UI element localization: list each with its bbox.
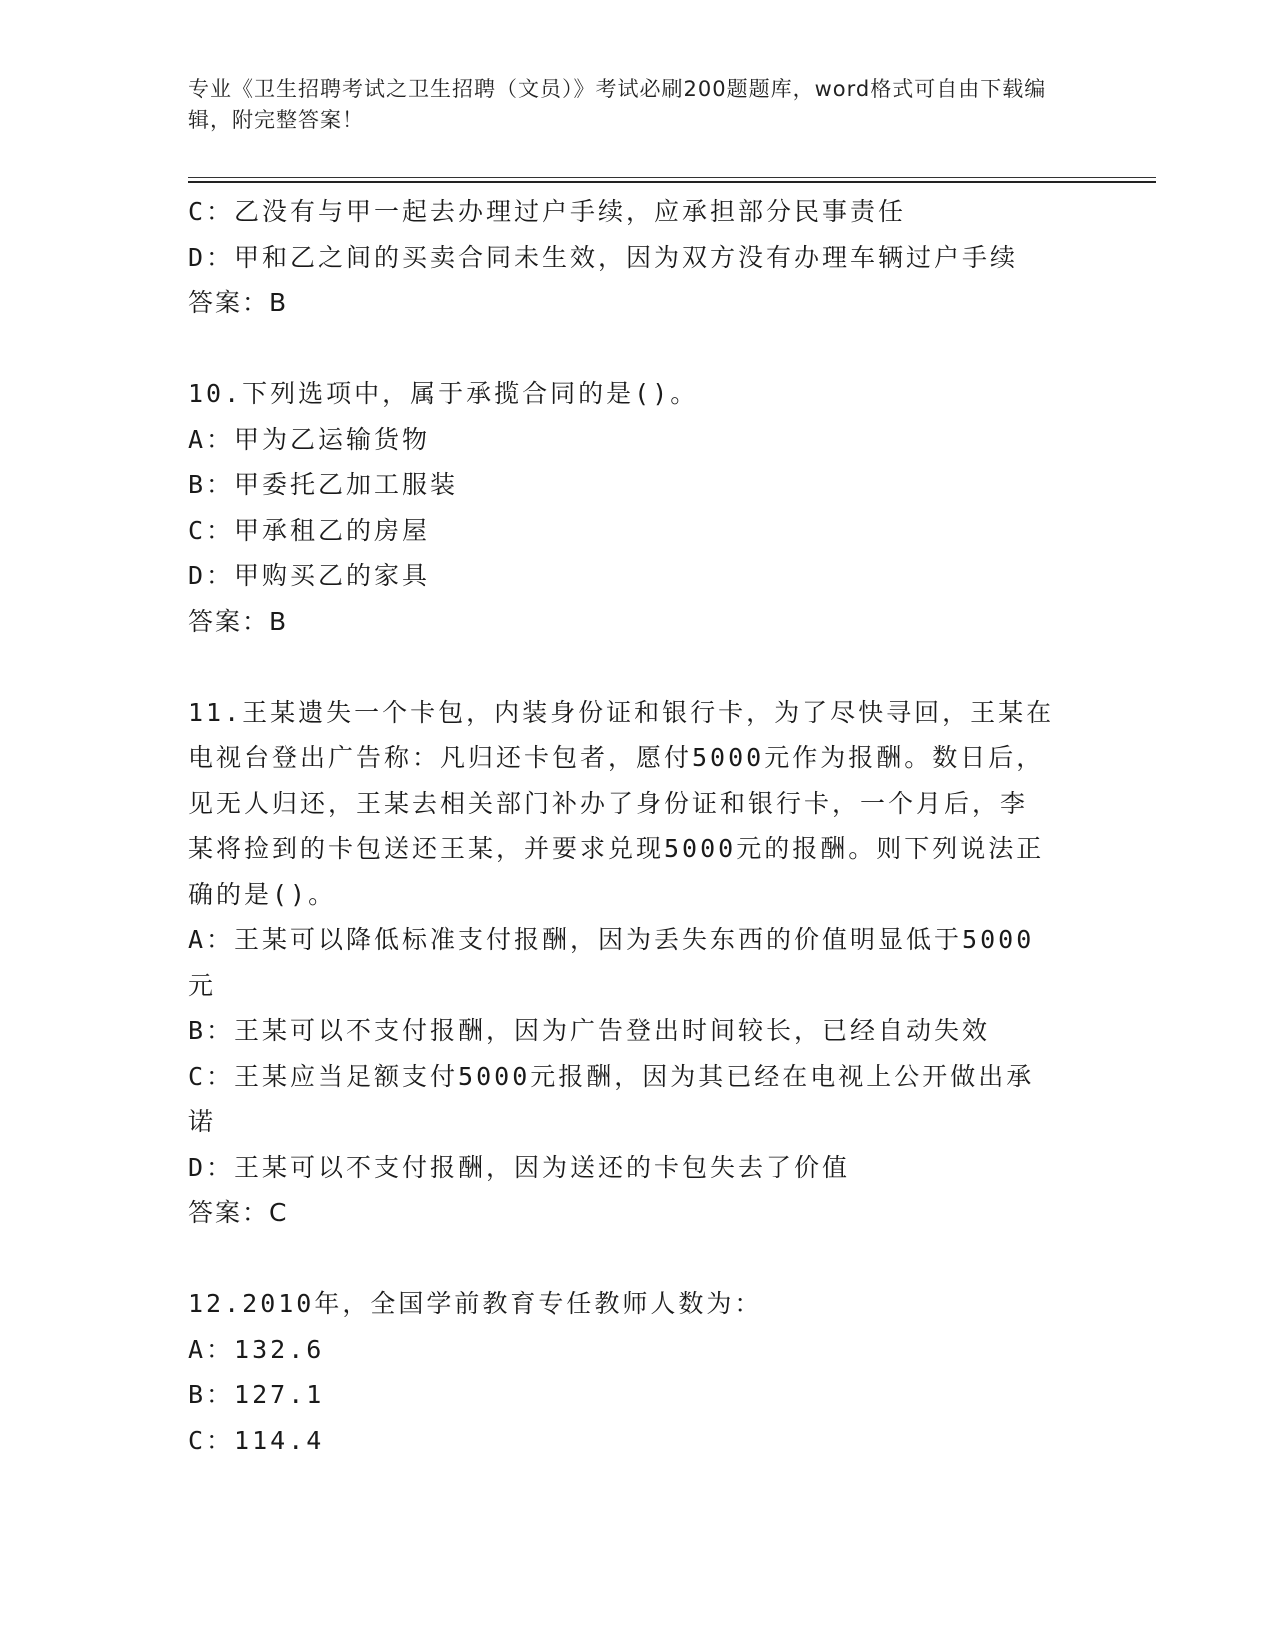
question-stem: 10.下列选项中，属于承揽合同的是()。 [188,379,699,408]
document-header: 专业《卫生招聘考试之卫生招聘（文员）》考试必刷200题题库，word格式可自由下载编辑，附完整答案！ [188,77,1047,132]
option-line: D：甲和乙之间的买卖合同未生效，因为双方没有办理车辆过户手续 [188,242,1019,272]
option-line: C：王某应当足额支付5000元报酬，因为其已经在电视上公开做出承 [188,1061,1035,1091]
option-line: D：王某可以不支付报酬，因为送还的卡包失去了价值 [188,1152,851,1182]
question-stem: 12.2010年，全国学前教育专任教师人数为： [188,1289,763,1318]
option-line: C：乙没有与甲一起去办理过户手续，应承担部分民事责任 [188,197,907,226]
question-stem: 11.王某遗失一个卡包，内装身份证和银行卡，为了尽快寻回，王某在 [188,697,1055,727]
option-line: D：甲购买乙的家具 [188,561,431,590]
answer-line: 答案：C [188,1198,289,1227]
option-line: 元 [188,970,217,1000]
option-line: B：127.1 [188,1380,325,1409]
spacer [188,644,1088,690]
question-stem: 确的是()。 [188,879,337,909]
option-line: B：王某可以不支付报酬，因为广告登出时间较长，已经自动失效 [188,1016,991,1045]
option-line: C：114.4 [188,1425,325,1455]
option-line: B：甲委托乙加工服装 [188,470,459,499]
question-stem: 见无人归还，王某去相关部门补办了身份证和银行卡，一个月后，李 [188,788,1029,818]
spacer [188,1236,1088,1282]
option-line: A：132.6 [188,1334,325,1364]
spacer [188,326,1088,372]
answer-line: 答案：B [188,288,289,317]
header-divider-thin [188,177,1156,178]
header-divider-thick [188,181,1156,183]
question-content [188,189,1088,1463]
question-stem: 电视台登出广告称：凡归还卡包者，愿付5000元作为报酬。数日后， [188,743,1045,772]
option-line: C：甲承租乙的房屋 [188,515,431,545]
option-line: A：王某可以降低标准支付报酬，因为丢失东西的价值明显低于5000 [188,925,1035,954]
question-stem: 某将捡到的卡包送还王某，并要求兑现5000元的报酬。则下列说法正 [188,834,1045,863]
option-line: A：甲为乙运输货物 [188,424,431,454]
answer-line: 答案：B [188,606,289,636]
option-line: 诺 [188,1107,217,1136]
